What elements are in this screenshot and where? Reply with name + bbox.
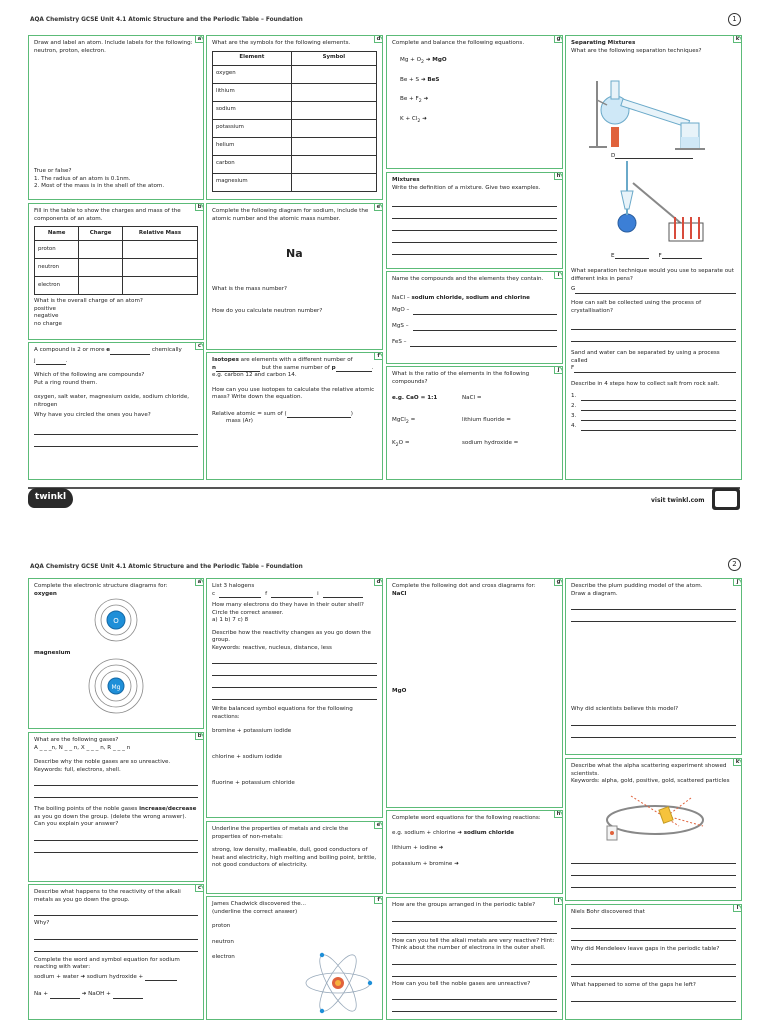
question-text: What is the mass number?	[212, 286, 287, 293]
section-title: Separating Mixtures	[571, 40, 636, 46]
element-name: potassium	[213, 119, 292, 137]
answer-line[interactable]	[571, 917, 736, 929]
question-text: How are the groups arranged in the periodic table?	[392, 902, 536, 908]
answer-line[interactable]	[571, 598, 736, 610]
answer-line[interactable]	[581, 403, 736, 411]
question-text: What separation technique would you use to separate out different inks in pens?	[571, 268, 734, 282]
answer-line[interactable]	[392, 988, 557, 1000]
box-letter: c	[195, 884, 204, 892]
compound-formula: MgS –	[392, 323, 409, 330]
answer-line[interactable]	[410, 339, 557, 347]
label-letter: F	[658, 252, 662, 259]
question-text: as you go down the group. (delete the wrong answer).	[34, 813, 187, 820]
statement-text: chemically	[150, 347, 182, 353]
question-text: Put a ring round them.	[34, 379, 98, 386]
arrow-icon: ➜	[457, 829, 462, 836]
box-plum-pudding	[565, 578, 742, 755]
question-text: Describe what happens to the reactivity of the alkali metals as you go down the group.	[34, 889, 181, 903]
answer-line[interactable]	[571, 852, 736, 864]
question-text: List 3 halogens	[212, 583, 255, 589]
arrow-icon: ➜	[81, 991, 87, 998]
box-letter: a	[195, 35, 204, 43]
answer-line[interactable]	[34, 904, 198, 916]
compound-ratio[interactable]: NaCl =	[462, 395, 482, 402]
box-alpha-scattering	[565, 758, 742, 901]
question-text: Write balanced symbol equations for the following reactions:	[212, 706, 353, 720]
question-text: Underline the properties of metals and circle the properties of non-metals:	[212, 826, 349, 840]
drawing-area[interactable]	[34, 58, 198, 168]
answer-line[interactable]	[34, 423, 198, 435]
answer-line[interactable]	[571, 864, 736, 876]
answer-line[interactable]	[34, 435, 198, 447]
answer-line[interactable]	[575, 286, 736, 294]
prompt-text: Fill in the table to show the charges and mass of the components of an atom.	[34, 208, 181, 222]
equation-text: Na +	[34, 991, 49, 998]
blank-line[interactable]	[145, 980, 177, 981]
box-letter: i	[554, 897, 563, 905]
atom-orbit-icon	[303, 951, 373, 1015]
box-mixtures	[386, 172, 563, 269]
statement-text: but the same number of	[259, 364, 332, 371]
answer-line[interactable]	[571, 330, 736, 342]
arrow-icon: ➜	[425, 56, 431, 63]
element-name: oxygen	[213, 65, 292, 83]
answer-line[interactable]	[392, 207, 557, 219]
answer-cell[interactable]	[79, 259, 123, 277]
symbols-table	[212, 51, 377, 192]
answer-line[interactable]	[571, 990, 736, 1002]
question-text: Describe the plum pudding model of the atom.	[571, 583, 703, 589]
true-false-title: True or false?	[34, 168, 72, 175]
keywords-text: Keywords: full, electrons, shell.	[34, 766, 121, 773]
label-letter: F	[571, 365, 575, 372]
subscript: 2	[417, 119, 421, 125]
table-header: Charge	[79, 227, 123, 241]
arrow-icon: ➜	[80, 973, 86, 980]
equation-text: Relative atomic = sum of (	[212, 410, 287, 417]
question-text: Which of the following are compounds?	[34, 372, 145, 379]
blank-line[interactable]	[113, 998, 143, 999]
symbol-cell[interactable]	[291, 65, 376, 83]
answer-line[interactable]	[212, 676, 377, 688]
nucleus-symbol: Mg	[111, 683, 121, 691]
keywords-text: Keywords: alpha, gold, positive, gold, scattered particles	[571, 778, 730, 785]
page-title: AQA Chemistry GCSE Unit 4.1 Atomic Structure and the Periodic Table – Foundation	[30, 564, 303, 570]
table-header: Relative Mass	[122, 227, 197, 241]
question-text: Describe how the reactivity changes as you go down the group.	[212, 629, 371, 644]
answer-line[interactable]	[392, 910, 557, 922]
blank-line[interactable]	[323, 591, 363, 599]
answer-line[interactable]	[34, 841, 198, 853]
answer-cell[interactable]	[122, 241, 197, 259]
table-header: Name	[35, 227, 79, 241]
question-text: How many electrons do they have in their outer shell? Circle the correct answer.	[212, 602, 364, 616]
answer-line[interactable]	[571, 953, 736, 965]
hint-letter: e	[106, 347, 111, 353]
arrow-icon: ➜	[454, 860, 459, 867]
symbol-cell[interactable]	[291, 83, 376, 101]
keywords-text: Keywords: reactive, nucleus, distance, less	[212, 644, 332, 651]
element-label: oxygen	[34, 590, 57, 597]
equation-right[interactable]: BeS	[427, 76, 440, 83]
answer-options[interactable]: a) 1 b) 7 c) 8	[212, 617, 249, 624]
equation-left: Mg + O	[400, 56, 422, 63]
answer-line[interactable]	[413, 307, 557, 315]
box-dot-cross	[386, 578, 563, 808]
answer-option[interactable]: electron	[212, 954, 235, 961]
reaction-text: bromine + potassium iodide	[212, 728, 292, 735]
question-text: What happened to some of the gaps he left?	[571, 982, 696, 989]
box-letter: l	[733, 904, 742, 912]
arrow-icon: ➜	[422, 115, 427, 122]
answer-line[interactable]	[571, 318, 736, 330]
answer-line[interactable]	[571, 714, 736, 726]
label-letter: E	[611, 252, 615, 259]
question-text: The boiling points of the noble gases	[34, 806, 140, 813]
answer-line[interactable]	[212, 652, 377, 664]
arrow-icon: ➜	[420, 76, 426, 83]
compound-list[interactable]: oxygen, salt water, magnesium oxide, sodium chloride, nitrogen	[34, 394, 190, 408]
question-text: Complete word equations for the following reactions:	[392, 815, 541, 821]
box-periodic-groups	[386, 897, 563, 1020]
reaction-text: fluorine + potassium chloride	[212, 779, 295, 786]
quality-badge-icon	[712, 488, 740, 510]
answer-option[interactable]: proton	[212, 923, 231, 930]
box-letter: e	[374, 821, 383, 829]
equation-left: Be + F	[400, 95, 419, 102]
question-text: How can you tell the alkali metals are very reactive? Hint: Think about the number of electrons in the outer shell.	[392, 937, 555, 952]
element-name: magnesium	[213, 173, 292, 191]
box-element-ratio	[386, 366, 563, 480]
question-text: How can you tell the noble gases are unreactive?	[392, 980, 531, 987]
box-letter: g	[554, 578, 563, 586]
table-cell: neutron	[35, 259, 79, 277]
element-label: magnesium	[34, 650, 71, 657]
equals-sign: =	[408, 416, 416, 423]
question-text: (underline the correct answer)	[212, 908, 298, 915]
question-text: Why?	[34, 920, 50, 927]
question-text: Describe why the noble gases are so unreactive.	[34, 759, 171, 766]
question-text: Why did scientists believe this model?	[571, 706, 679, 713]
box-element-symbols	[206, 35, 383, 200]
box-letter: a	[195, 578, 204, 586]
table-cell: electron	[35, 277, 79, 295]
question-text: Niels Bohr discovered that	[571, 909, 645, 915]
statement-text: are elements with a different number of	[238, 357, 353, 363]
question-text: Describe in 4 steps how to collect salt from rock salt.	[571, 381, 720, 388]
statement-text: A compound is 2 or more	[34, 347, 107, 353]
reaction-text: potassium + bromine	[392, 860, 453, 867]
question-text: What are the following gases?	[34, 737, 119, 743]
answer-cell[interactable]	[122, 259, 197, 277]
example-equation: e.g. sodium + chlorine	[392, 829, 456, 836]
step-number: 1.	[571, 393, 577, 400]
box-alkali-metals	[28, 884, 204, 1020]
answer-line[interactable]	[392, 231, 557, 243]
example-compound: NaCl –	[392, 294, 412, 301]
table-header: Symbol	[291, 51, 376, 65]
page-title: AQA Chemistry GCSE Unit 4.1 Atomic Structure and the Periodic Table – Foundation	[30, 17, 303, 23]
compound-label: MgO	[392, 688, 407, 695]
twinkl-logo[interactable]: twinkl	[28, 488, 73, 508]
equation-left: K + Cl	[400, 115, 418, 122]
blank-line[interactable]	[110, 354, 150, 355]
box-atom-components	[28, 203, 204, 340]
equation-text: mass (Ar)	[226, 418, 253, 425]
prompt-text: What is the ratio of the elements in the following compounds?	[392, 371, 530, 385]
prompt-text: Complete the following diagram for sodium, include the atomic number and the atomic mass number.	[212, 208, 369, 222]
question-text: Describe what the alpha scattering experiment showed scientists.	[571, 763, 727, 777]
answer-line[interactable]	[581, 413, 736, 421]
equation-text: sodium hydroxide +	[86, 973, 144, 980]
box-letter: h	[554, 810, 563, 818]
answer-line[interactable]	[34, 940, 198, 952]
question-text: Sand and water can be separated by using a process called	[571, 350, 720, 364]
box-draw-atom	[28, 35, 204, 200]
question-text: How can you use isotopes to calculate the relative atomic mass? Write down the equation.	[212, 386, 375, 401]
true-false-1: 1. The radius of an atom is 0.1nm.	[34, 175, 131, 182]
symbol-cell[interactable]	[291, 137, 376, 155]
option-text: negative	[34, 313, 59, 320]
alpha-scattering-apparatus-icon	[571, 786, 735, 852]
box-chadwick	[206, 896, 383, 1020]
question-text: Why have you circled the ones you have?	[34, 412, 151, 419]
filtration-apparatus-icon	[571, 161, 731, 253]
compound-ratio[interactable]: lithium fluoride =	[462, 416, 511, 423]
box-isotopes: f Isotopes are elements with a different number of n but the same number of p . e.g. carbon 12 and carbon 14. How can you use isotopes to calculate the relative atomic mass? Write down the equation. Relative atomic = sum of ( ) mass (Ar)	[206, 352, 383, 480]
drawing-area[interactable]	[392, 696, 557, 776]
answer-line[interactable]	[212, 664, 377, 676]
hint-letter: n	[212, 364, 216, 371]
question-text: Complete the following dot and cross diagrams for:	[392, 583, 536, 589]
distillation-apparatus-icon	[571, 55, 731, 151]
prompt-text: Write the definition of a mixture. Give two examples.	[392, 184, 541, 191]
example-ratio: e.g. CaO = 1:1	[392, 395, 438, 402]
choice-text[interactable]: increase/decrease	[139, 806, 197, 813]
symbol-cell[interactable]	[291, 155, 376, 173]
box-halogens	[206, 578, 383, 818]
equals-sign: O =	[398, 440, 410, 447]
symbol-cell[interactable]	[291, 119, 376, 137]
properties-list[interactable]: strong, low density, malleable, dull, good conductors of heat and electricity, high melting and boiling point, brittle, not good conductors of electricity.	[212, 847, 377, 869]
answer-line[interactable]	[392, 243, 557, 255]
arrow-icon: ➜	[438, 845, 444, 852]
box-metal-properties	[206, 821, 383, 894]
question-text: Why did Mendeleev leave gaps in the periodic table?	[571, 945, 720, 952]
subscript: 2	[395, 443, 399, 449]
subscript: 2	[418, 98, 422, 104]
symbol-cell[interactable]	[291, 101, 376, 119]
blank-line[interactable]	[287, 417, 351, 418]
drawing-area[interactable]	[392, 598, 557, 688]
box-letter: i	[554, 271, 563, 279]
equation-left: Be + S	[400, 76, 420, 83]
answer-line[interactable]	[392, 219, 557, 231]
prompt-text: What are the symbols for the following elements.	[212, 40, 351, 46]
option-text: positive	[34, 305, 56, 312]
table-cell: proton	[35, 241, 79, 259]
question-text: How can salt be collected using the process of crystallisation?	[571, 300, 702, 314]
box-letter: f	[374, 352, 383, 360]
nucleus-symbol: O	[113, 617, 119, 626]
keyword-isotopes: Isotopes	[212, 357, 239, 363]
label-letter: D	[611, 153, 616, 160]
box-letter: k	[733, 35, 742, 43]
example-answer: sodium chloride, sodium and chlorine	[411, 294, 530, 301]
answer-line[interactable]	[581, 423, 736, 431]
element-name: carbon	[213, 155, 292, 173]
equation-text: sodium + water	[34, 973, 79, 980]
box-letter: k	[733, 758, 742, 766]
answer-line[interactable]	[212, 688, 377, 700]
equation-text: NaOH +	[88, 991, 111, 998]
section-title: Mixtures	[392, 177, 420, 183]
hint-letter: p	[331, 364, 336, 371]
answer-line[interactable]	[34, 786, 198, 798]
answer-line[interactable]	[615, 253, 649, 259]
answer-line[interactable]	[574, 365, 736, 373]
box-letter: h	[554, 172, 563, 180]
hint-letter: j	[34, 357, 36, 364]
symbol-cell[interactable]	[291, 173, 376, 191]
element-name: helium	[213, 137, 292, 155]
question-text: James Chadwick discovered the...	[212, 901, 307, 907]
prompt-text: Complete and balance the following equations.	[392, 40, 525, 46]
gas-blanks[interactable]: A _ _ _n, N _ _ n, X _ _ _ n, R _ _ _ n	[34, 744, 131, 751]
answer-line[interactable]	[392, 922, 557, 934]
answer-line[interactable]	[571, 965, 736, 977]
answer-line[interactable]	[392, 953, 557, 965]
box-name-compounds	[386, 271, 563, 364]
magnesium-shell-diagram-icon[interactable]	[34, 658, 198, 716]
oxygen-shell-diagram-icon[interactable]	[34, 598, 198, 644]
true-false-2: 2. Most of the mass is in the shell of the atom.	[34, 183, 165, 190]
answer-line[interactable]	[581, 393, 736, 401]
step-number: 4.	[571, 423, 577, 430]
answer-cell[interactable]	[79, 241, 123, 259]
blank-line[interactable]	[336, 371, 372, 372]
box-letter: c	[195, 342, 204, 350]
answer-option[interactable]: neutron	[212, 938, 234, 945]
box-letter: b	[195, 732, 204, 740]
compound-formula: FeS –	[392, 339, 407, 346]
answer-cell[interactable]	[79, 277, 123, 295]
reaction-text: lithium + iodine	[392, 845, 437, 852]
element-name: lithium	[213, 83, 292, 101]
hint-letter: i	[317, 590, 319, 597]
components-table	[34, 226, 198, 295]
answer-line[interactable]	[392, 1000, 557, 1012]
box-letter: j	[733, 578, 742, 586]
prompt-text: Complete the electronic structure diagrams for:	[34, 583, 168, 589]
blank-line[interactable]	[50, 998, 80, 999]
answer-line[interactable]	[34, 829, 198, 841]
compound-ratio[interactable]: sodium hydroxide =	[462, 440, 519, 447]
question-text: Draw a diagram.	[571, 590, 618, 597]
compound-ratio[interactable]: MgCl	[392, 416, 406, 423]
answer-line[interactable]	[571, 610, 736, 622]
blank-line[interactable]	[271, 591, 313, 599]
element-name: sodium	[213, 101, 292, 119]
answer-line[interactable]	[34, 774, 198, 786]
question-text: How do you calculate neutron number?	[212, 307, 323, 314]
box-balance-equations	[386, 35, 563, 169]
answer-line[interactable]	[571, 726, 736, 738]
box-compounds: c A compound is 2 or more e chemically j . Which of the following are compounds? Put a ring round them. oxygen, salt water, magnesium oxide, sodium chloride, nitrogen Why have you circled the ones you have?	[28, 342, 204, 480]
blank-line[interactable]	[36, 364, 66, 365]
compound-ratio[interactable]: K	[392, 440, 396, 447]
answer-line[interactable]	[571, 876, 736, 888]
sodium-diagram-area[interactable]	[212, 226, 377, 276]
subscript: 2	[405, 419, 409, 425]
step-number: 3.	[571, 413, 577, 420]
box-letter: b	[195, 203, 204, 211]
reaction-text: chlorine + sodium iodide	[212, 754, 282, 761]
box-sodium-diagram	[206, 203, 383, 350]
equation-right[interactable]: MgO	[432, 56, 447, 63]
visit-link[interactable]: visit twinkl.com	[651, 497, 705, 504]
box-noble-gases	[28, 732, 204, 882]
prompt-text: Name the compounds and the elements they contain.	[392, 276, 544, 282]
arrow-icon: ➜	[423, 95, 429, 102]
blank-line[interactable]	[219, 591, 261, 599]
prompt-text: Draw and label an atom. Include labels for the following: neutron, proton, electron.	[34, 40, 193, 54]
example-answer: sodium chloride	[463, 829, 515, 836]
question-text: Complete the word and symbol equation for sodium reacting with water:	[34, 956, 180, 971]
answer-line[interactable]	[392, 965, 557, 977]
hint-letter: c	[212, 590, 216, 597]
page-number: 1	[728, 13, 741, 26]
option-text: no charge	[34, 320, 62, 327]
table-header: Element	[213, 51, 292, 65]
equation-text: )	[350, 410, 353, 417]
box-letter: e	[374, 203, 383, 211]
label-letter: G	[571, 286, 576, 293]
step-number: 2.	[571, 403, 577, 410]
hint-letter: f	[265, 590, 268, 597]
box-letter: f	[374, 896, 383, 904]
box-word-equations	[386, 810, 563, 894]
answer-cell[interactable]	[122, 277, 197, 295]
answer-line[interactable]	[662, 253, 702, 259]
drawing-area[interactable]	[571, 622, 736, 706]
page-divider	[28, 487, 740, 489]
element-symbol: Na	[286, 247, 303, 261]
prompt-text: What are the following separation techniques?	[571, 47, 702, 54]
compound-label: NaCl	[392, 590, 407, 597]
question-text: What is the overall charge of an atom?	[34, 298, 143, 305]
box-letter: j	[554, 366, 563, 374]
answer-line[interactable]	[413, 323, 557, 331]
worksheet-page-2	[0, 512, 768, 1024]
box-electronic-structure	[28, 578, 204, 729]
answer-line[interactable]	[615, 153, 693, 159]
box-letter: d	[374, 35, 383, 43]
compound-formula: MgO –	[392, 307, 410, 314]
box-letter: g	[554, 35, 563, 43]
box-separating-mixtures	[565, 35, 742, 480]
box-letter: d	[374, 578, 383, 586]
answer-line[interactable]	[34, 928, 198, 940]
answer-line[interactable]	[392, 195, 557, 207]
subscript: 2	[421, 59, 424, 65]
box-bohr-mendeleev	[565, 904, 742, 1020]
question-text: Can you explain your answer?	[34, 821, 119, 828]
answer-line[interactable]	[571, 929, 736, 941]
page-number: 2	[728, 558, 741, 571]
example-text: e.g. carbon 12 and carbon 14.	[212, 372, 297, 379]
